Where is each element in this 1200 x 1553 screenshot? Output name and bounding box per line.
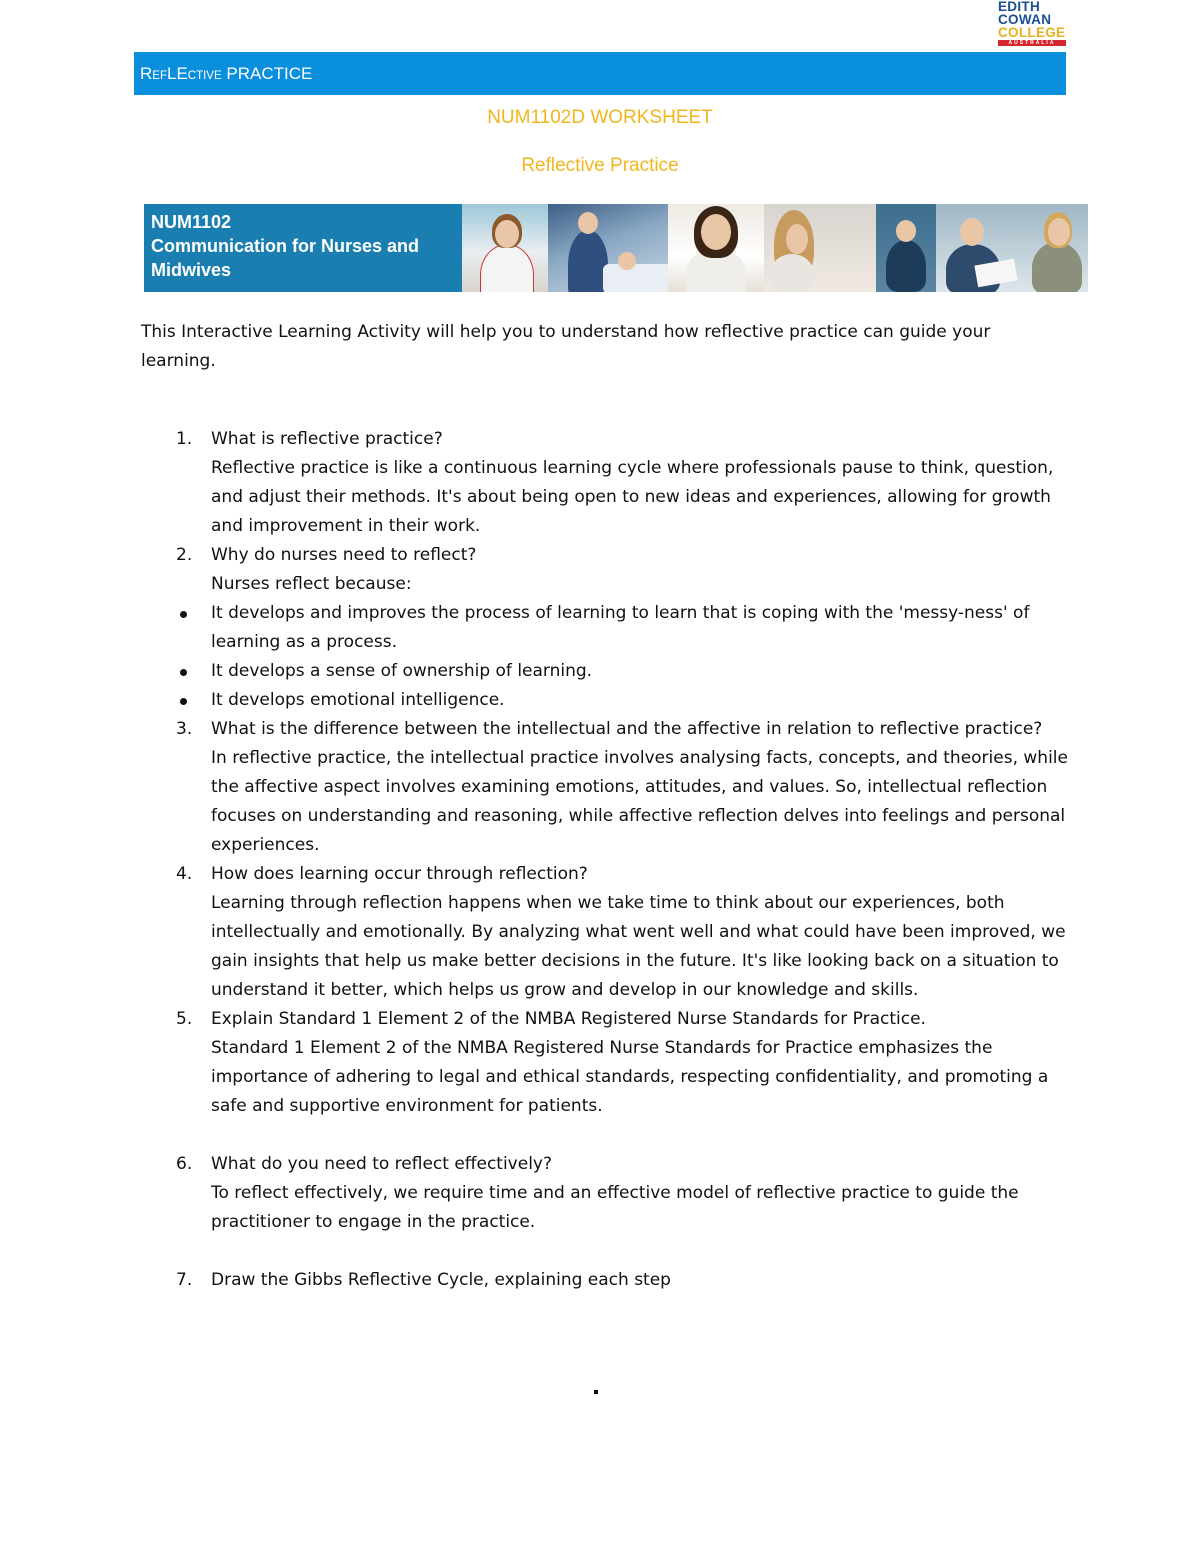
- question-item: [140, 541, 1070, 715]
- question-text: Why do nurses need to reflect?: [211, 545, 477, 565]
- question-number: 5.: [176, 1009, 193, 1029]
- header-text-1: R: [140, 64, 153, 83]
- question-item: [140, 1150, 1070, 1237]
- page-marker: [594, 1390, 598, 1394]
- question-text: What is the difference between the intellectual and the affective in relation to reflective practice?: [211, 719, 1043, 739]
- question-number: 3.: [176, 719, 193, 739]
- intro-paragraph: This Interactive Learning Activity will help you to understand how reflective practice can guide your learning.: [141, 322, 991, 371]
- header-text-3: LE: [166, 64, 188, 83]
- banner-text: [151, 210, 419, 282]
- question-number: 7.: [176, 1270, 193, 1290]
- banner-course-name-2: Midwives: [151, 260, 232, 280]
- ward-photo: [548, 204, 668, 292]
- bullet-item: It develops a sense of ownership of learning.: [140, 657, 1070, 686]
- answer-text: Reflective practice is like a continuous learning cycle where professionals pause to think, question, and adjust their methods. It's about being open to new ideas and experiences, allowing for growth and improvement in their work.: [211, 458, 1054, 536]
- reasons-list: [140, 599, 1070, 715]
- answer-text: Learning through reflection happens when we take time to think about our experiences, both intellectually and emotionally. By analyzing what went well and what could have been improved, we gain insights that help us make better decisions in the future. It's like looking back on a situation to understand it better, which helps us grow and develop in our knowledge and skills.: [211, 893, 1066, 1000]
- question-item: [140, 715, 1070, 860]
- question-text: What do you need to reflect effectively?: [211, 1154, 553, 1174]
- question-item: [140, 860, 1070, 1005]
- logo-line-2: COWAN: [998, 12, 1052, 27]
- edith-cowan-college-logo: [998, 0, 1070, 50]
- question-number: 1.: [176, 429, 193, 449]
- answer-text: To reflect effectively, we require time and an effective model of reflective practice to guide the practitioner to engage in the practice.: [211, 1183, 1019, 1232]
- question-number: 4.: [176, 864, 193, 884]
- worksheet-title: NUM1102D WORKSHEET: [487, 107, 713, 128]
- question-text: Draw the Gibbs Reflective Cycle, explaining each step: [211, 1270, 671, 1290]
- logo-line-4: AUSTRALIA: [998, 40, 1066, 46]
- spacer: [140, 1121, 1070, 1150]
- spacer: [140, 1237, 1070, 1266]
- question-text: What is reflective practice?: [211, 429, 443, 449]
- answer-text: Standard 1 Element 2 of the NMBA Registered Nurse Standards for Practice emphasizes the importance of adhering to legal and ethical standards, respecting confidentiality, and promoting a safe and supportive environment for patients.: [211, 1038, 1049, 1116]
- worksheet-subtitle: Reflective Practice: [521, 155, 679, 176]
- question-number: 2.: [176, 545, 193, 565]
- student-photo: [668, 204, 764, 292]
- question-item: [140, 425, 1070, 541]
- header-text-4: CTIVE: [187, 70, 222, 82]
- banner-course-code: NUM1102: [151, 212, 232, 232]
- banner-course-name-1: Communication for Nurses and: [151, 236, 420, 256]
- logo-line-3: COLLEGE: [998, 25, 1066, 40]
- consultation-photo: [764, 204, 876, 292]
- answer-text: Nurses reflect because:: [211, 574, 412, 594]
- header-text-2: EF: [152, 70, 167, 82]
- question-item: [140, 1266, 1070, 1295]
- question-text: Explain Standard 1 Element 2 of the NMBA Registered Nurse Standards for Practice.: [211, 1009, 926, 1029]
- logo-line-1: EDITH: [998, 0, 1040, 14]
- bullet-item: It develops emotional intelligence.: [140, 686, 1070, 715]
- banner-photo-strip: [462, 204, 1088, 292]
- header-text-5: PRACTICE: [221, 64, 313, 83]
- answer-text: In reflective practice, the intellectual practice involves analysing facts, concepts, and theories, while the affective aspect involves examining emotions, attitudes, and values. So, intellectual reflection focuses on understanding and reasoning, while affective reflection delves into feelings and personal experiences.: [211, 748, 1068, 855]
- bullet-item: It develops and improves the process of learning to learn that is coping with the 'messy-ness' of learning as a process.: [140, 599, 1070, 657]
- patient-photo: [936, 204, 1088, 292]
- header-bar: [134, 52, 1066, 95]
- question-text: How does learning occur through reflection?: [211, 864, 588, 884]
- question-number: 6.: [176, 1154, 193, 1174]
- question-item: [140, 1005, 1070, 1121]
- question-list: [140, 425, 1070, 1295]
- nurse-photo: [462, 204, 548, 292]
- course-banner: [144, 204, 1088, 292]
- clinic-photo: [876, 204, 936, 292]
